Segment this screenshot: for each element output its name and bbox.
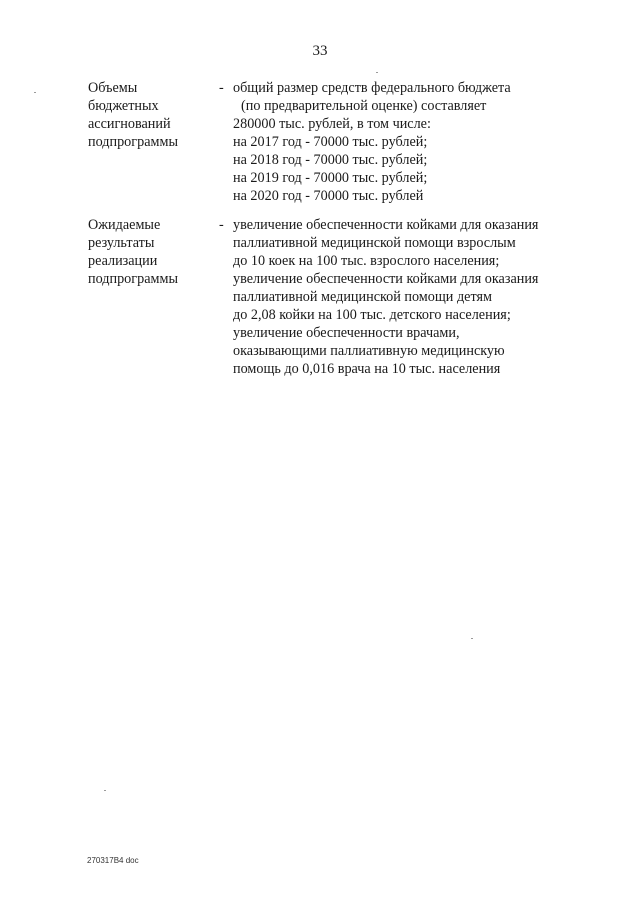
expected-results-row	[88, 216, 578, 378]
label-line: результаты	[88, 235, 155, 251]
budget-allocations-content	[233, 79, 578, 205]
content-line: 280000 тыс. рублей, в том числе:	[233, 116, 431, 132]
label-line: Ожидаемые	[88, 217, 161, 233]
budget-allocations-row	[88, 79, 578, 205]
label-line: Объемы	[88, 80, 138, 96]
content-line: помощь до 0,016 врача на 10 тыс. населения	[233, 361, 501, 377]
budget-allocations-label	[88, 79, 219, 205]
dash-separator: -	[219, 80, 224, 96]
label-line: подпрограммы	[88, 134, 178, 150]
expected-results-content	[233, 216, 578, 378]
content-line: паллиативной медицинской помощи детям	[233, 289, 492, 305]
content-line: на 2018 год - 70000 тыс. рублей;	[233, 152, 428, 168]
scan-speck	[34, 92, 36, 93]
content-line: на 2019 год - 70000 тыс. рублей;	[233, 170, 428, 186]
content-line: оказывающими паллиативную медицинскую	[233, 343, 505, 359]
label-line: подпрограммы	[88, 271, 178, 287]
content-line: до 2,08 койки на 100 тыс. детского населения;	[233, 307, 511, 323]
label-line: ассигнований	[88, 116, 171, 132]
content-line: до 10 коек на 100 тыс. взрослого населения;	[233, 253, 500, 269]
content-line: увеличение обеспеченности врачами,	[233, 325, 460, 341]
content-line: на 2020 год - 70000 тыс. рублей	[233, 188, 424, 204]
scan-speck	[376, 72, 378, 73]
label-line: реализации	[88, 253, 158, 269]
scan-speck	[471, 638, 473, 639]
dash-separator: -	[219, 217, 224, 233]
scan-speck	[104, 790, 106, 791]
content-line: увеличение обеспеченности койками для оказания	[233, 271, 539, 287]
content-line: на 2017 год - 70000 тыс. рублей;	[233, 134, 428, 150]
expected-results-label	[88, 216, 219, 378]
page-number: 33	[312, 43, 328, 59]
content-line: паллиативной медицинской помощи взрослым	[233, 235, 516, 251]
content-line: (по предварительной оценке) составляет	[241, 98, 487, 114]
label-line: бюджетных	[88, 98, 159, 114]
content-line: увеличение обеспеченности койками для оказания	[233, 217, 539, 233]
document-footer-code: 270317В4 doc	[87, 856, 139, 865]
content-line: общий размер средств федерального бюджета	[233, 80, 511, 96]
